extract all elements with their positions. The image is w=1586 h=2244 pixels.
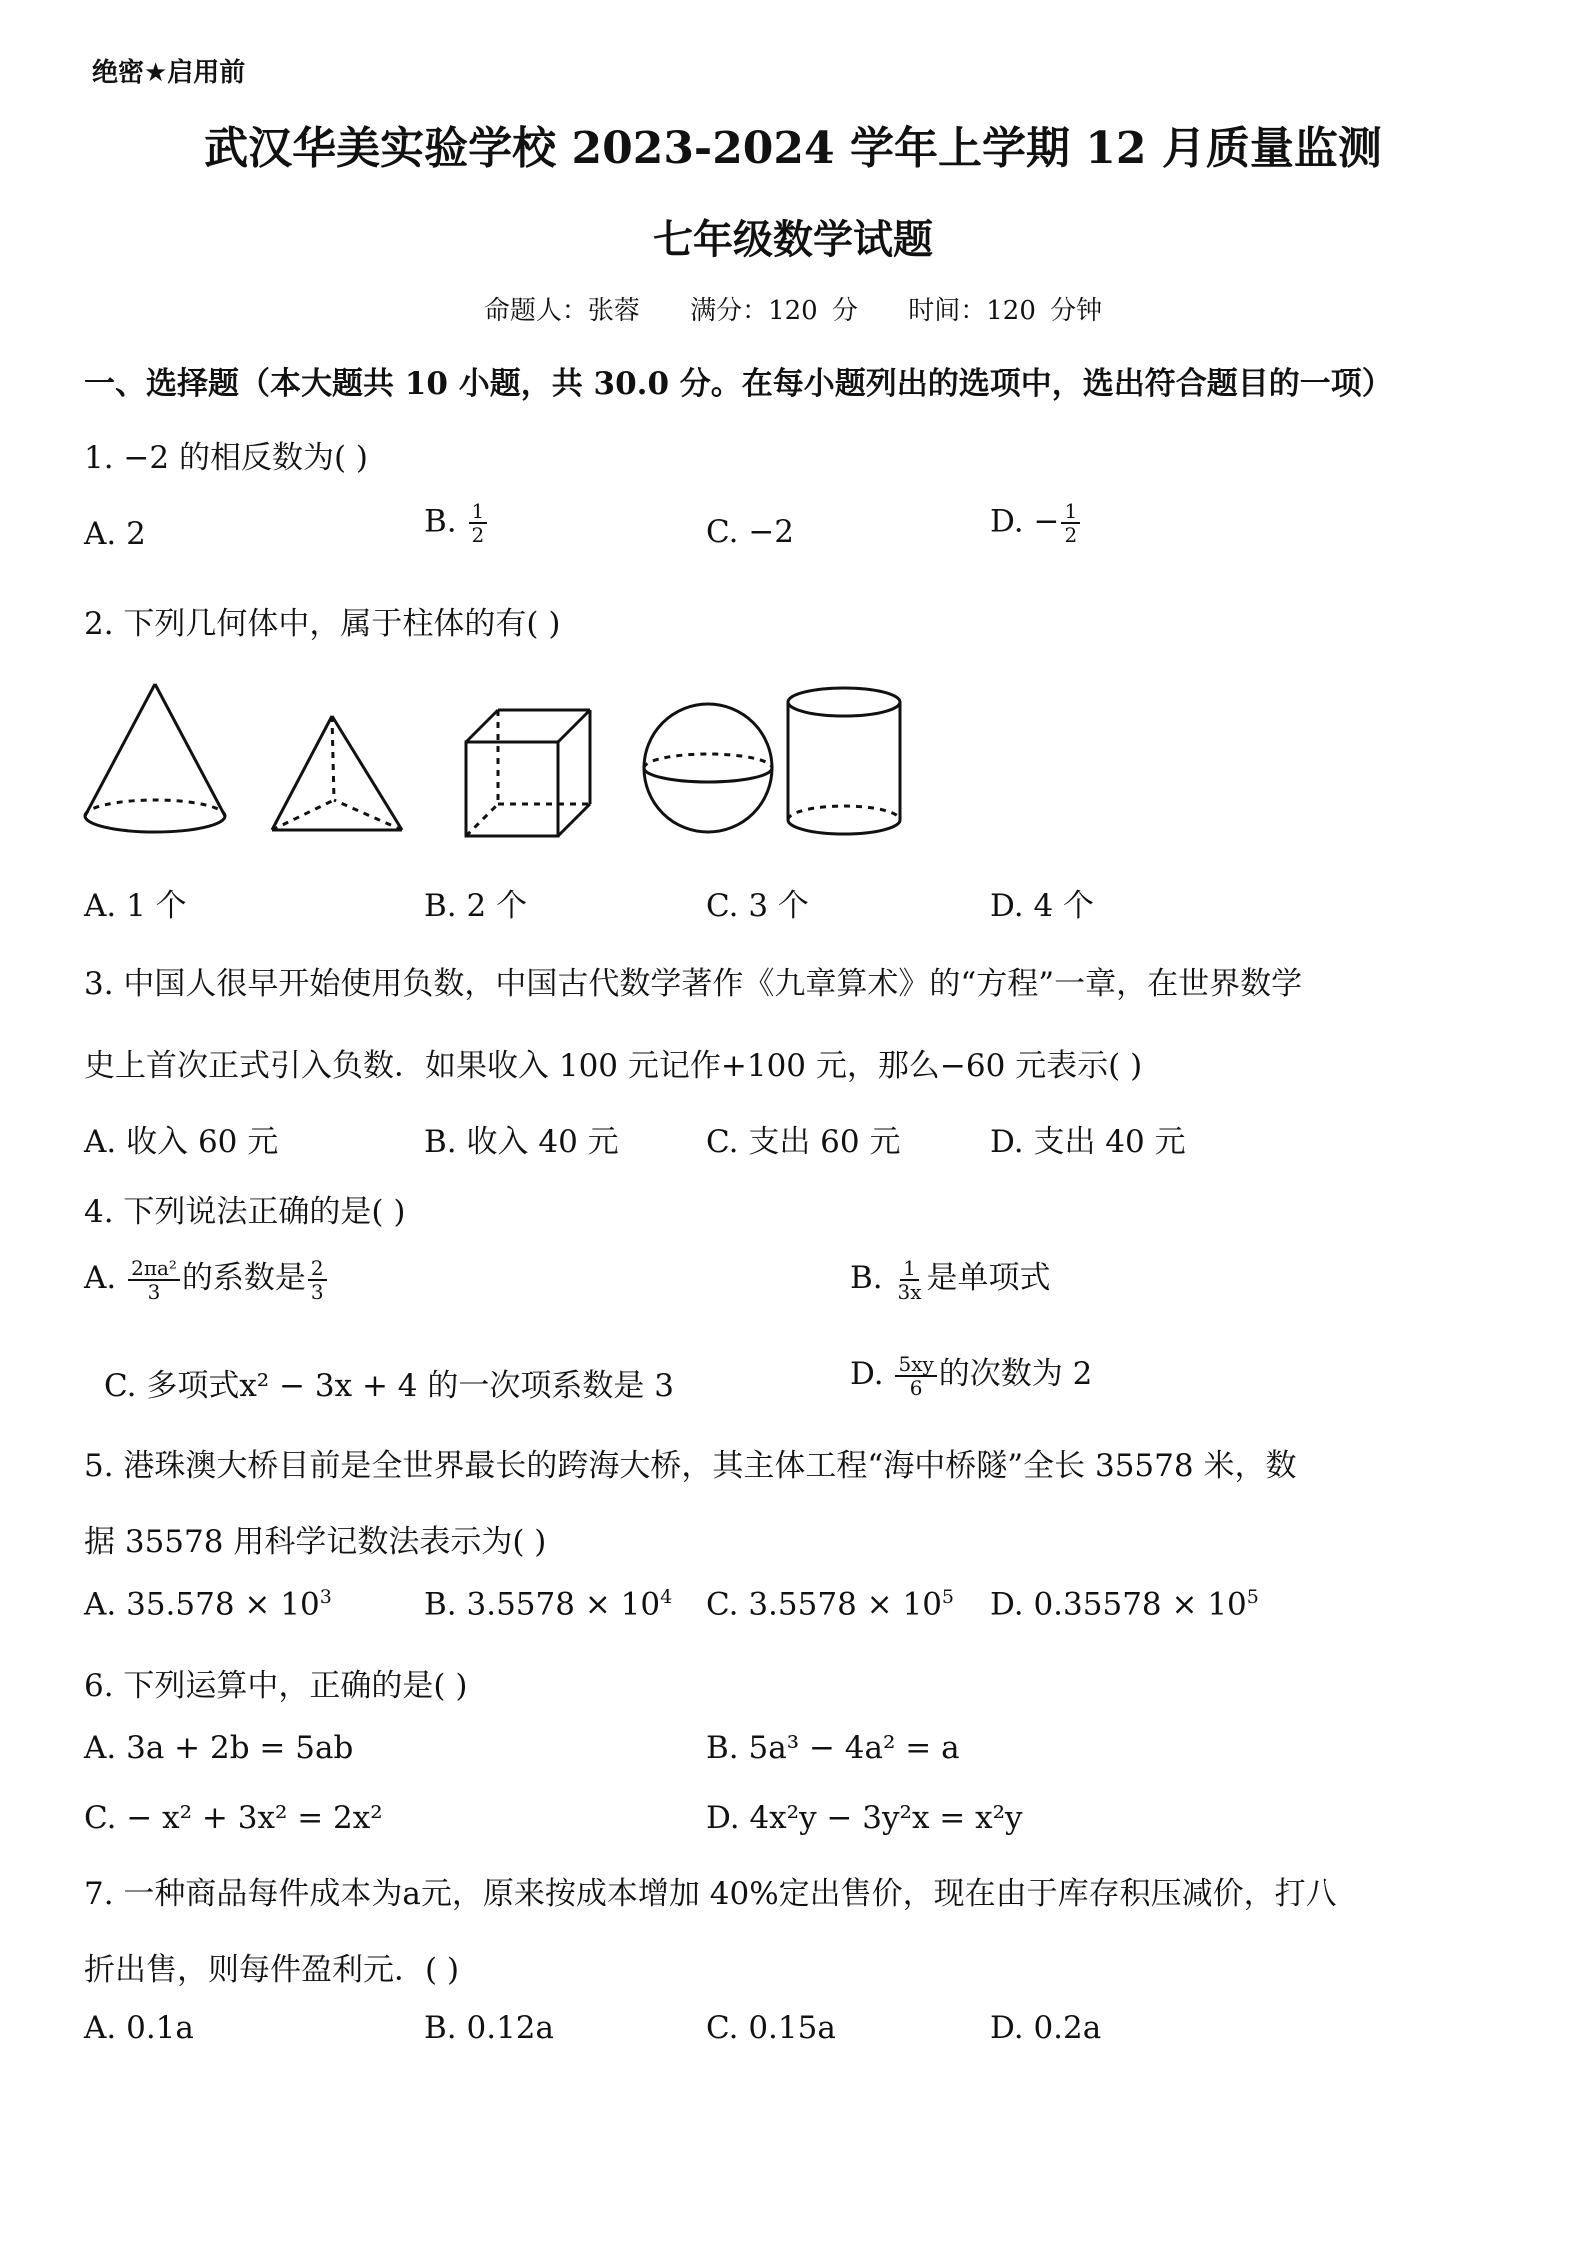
confidential-mark: 绝密★启用前 [92,58,246,88]
exam-subtitle: 七年级数学试题 [653,216,933,263]
q2-option-b: B. 2 个 [424,888,528,924]
question-7-line1: 7. 一种商品每件成本为a元，原来按成本增加 40%定出售价，现在由于库存积压减价，打八 [84,1876,1337,1912]
fraction: $\frac{2}{3}$ [308,1257,327,1303]
q3-option-c: C. 支出 60 元 [706,1124,901,1160]
question-1-stem: 1. −2 的相反数为( ) [84,440,369,476]
q2-option-a: A. 1 个 [84,888,187,924]
fraction: $\frac{5xy}{6}$ [895,1353,936,1399]
question-5-line2: 据 35578 用科学记数法表示为( ) [84,1524,547,1560]
sphere-figure [640,700,776,836]
question-3-line2: 史上首次正式引入负数．如果收入 100 元记作+100 元，那么−60 元表示( ) [84,1048,1143,1084]
cone-figure [80,680,230,840]
score-info: 满分：120 分 [690,296,858,326]
q2-option-d: D. 4 个 [990,888,1095,924]
question-5-line1: 5. 港珠澳大桥目前是全世界最长的跨海大桥，其主体工程“海中桥隧”全长 35578 米，数 [84,1448,1297,1484]
q1-option-c: C. −2 [706,514,795,550]
q1-option-b: B. $\frac{1}{2}$ [424,500,489,546]
q5-option-a: A. $35.578 \times 10^3$ [84,1586,332,1623]
question-6-stem: 6. 下列运算中，正确的是( ) [84,1668,468,1704]
q7-option-c: C. 0.15a [706,2010,836,2046]
q5-option-d: D. $0.35578 \times 10^5$ [990,1586,1259,1623]
q6-option-b: B. 5a³ − 4a² = a [706,1730,960,1766]
cube-figure [462,706,594,844]
q4-option-c: C. 多项式x² − 3x + 4 的一次项系数是 3 [104,1368,674,1404]
q6-option-a: A. 3a + 2b = 5ab [84,1730,354,1766]
q6-option-d: D. 4x²y − 3y²x = x²y [706,1800,1023,1836]
q5-option-b: B. $3.5578 \times 10^4$ [424,1586,673,1623]
section-heading: 一、选择题（本大题共 10 小题，共 30.0 分。在每小题列出的选项中，选出符合题目的一项） [84,366,1393,402]
time-info: 时间：120 分钟 [908,296,1103,326]
exam-meta [0,290,1586,327]
q1-option-a: A. 2 [84,516,146,552]
fraction: $\frac{1}{2}$ [469,500,488,546]
q3-option-b: B. 收入 40 元 [424,1124,619,1160]
author-info: 命题人：张蓉 [483,296,640,326]
pyramid-figure [268,712,408,842]
q5-option-c: C. $3.5578 \times 10^5$ [706,1586,955,1623]
q4-option-b: B. $\frac{1}{3x}$ 是单项式 [850,1255,1051,1304]
q4-option-d: D. $\frac{5xy}{6}$ 的次数为 2 [850,1351,1093,1400]
fraction: $\frac{\text{2πa²}}{3}$ [128,1257,180,1303]
q4-option-a: A. $\frac{\text{2πa²}}{3}$ 的系数是 $\frac{2}{3}$ [84,1252,329,1303]
q6-option-c: C. − x² + 3x² = 2x² [84,1800,383,1836]
exam-title: 武汉华美实验学校 2023-2024 学年上学期 12 月质量监测 [204,123,1382,174]
fraction: $\frac{1}{2}$ [1061,500,1080,546]
q7-option-a: A. 0.1a [84,2010,194,2046]
cylinder-figure [782,684,906,840]
q2-option-c: C. 3 个 [706,888,809,924]
question-2-stem: 2. 下列几何体中，属于柱体的有( ) [84,606,561,642]
q7-option-d: D. 0.2a [990,2010,1102,2046]
question-3-line1: 3. 中国人很早开始使用负数，中国古代数学著作《九章算术》的“方程”一章，在世界数学 [84,966,1303,1002]
q3-option-a: A. 收入 60 元 [84,1124,279,1160]
question-4-stem: 4. 下列说法正确的是( ) [84,1194,406,1230]
question-7-line2: 折出售，则每件盈利元．( ) [84,1952,460,1988]
q1-option-d: D. − $\frac{1}{2}$ [990,500,1082,546]
q7-option-b: B. 0.12a [424,2010,554,2046]
q3-option-d: D. 支出 40 元 [990,1124,1186,1160]
fraction: $\frac{1}{3x}$ [897,1255,922,1304]
